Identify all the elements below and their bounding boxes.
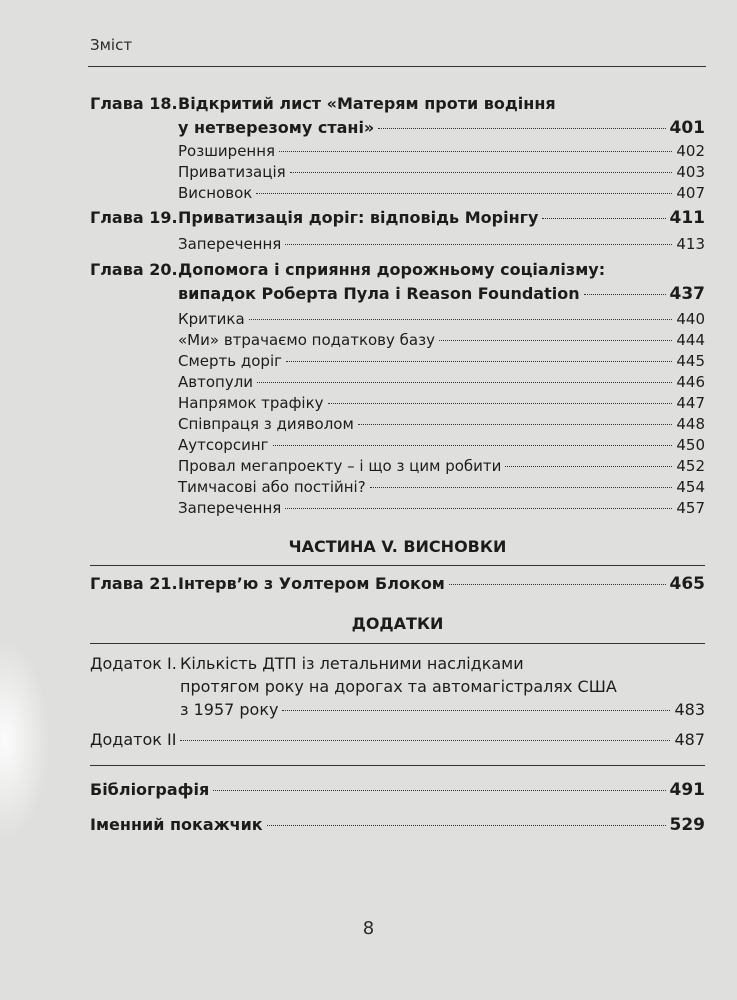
entry-page: 403 — [676, 163, 705, 181]
dot-leader — [328, 403, 673, 404]
entry-label: Критика — [178, 310, 245, 328]
bibliography-label: Бібліографія — [90, 780, 210, 799]
entry-page: 413 — [676, 235, 705, 253]
toc-entry — [178, 351, 705, 371]
appendix-2-page: 487 — [674, 730, 705, 749]
appendix-1-line3 — [90, 700, 705, 720]
index-entry — [90, 815, 705, 835]
entry-page: 447 — [676, 394, 705, 412]
chapter-21-page: 465 — [669, 574, 705, 594]
entry-label: Заперечення — [178, 499, 282, 517]
chapter-20-page: 437 — [669, 284, 705, 304]
dot-leader — [505, 466, 672, 467]
dot-leader — [180, 740, 670, 741]
chapter-21-title — [90, 574, 705, 594]
header-rule — [88, 66, 706, 67]
chapter-20-title-2: випадок Роберта Пула і Reason Foundation — [178, 284, 580, 303]
dot-leader — [542, 218, 665, 219]
toc-entry — [178, 162, 705, 182]
toc-entry — [178, 309, 705, 329]
toc-entry — [178, 372, 705, 392]
chapter-18-title-line1 — [90, 94, 705, 114]
dot-leader — [290, 172, 673, 173]
entry-label: Заперечення — [178, 235, 282, 253]
dot-leader — [358, 424, 673, 425]
chapter-18-title-2: у нетверезому стані» — [178, 118, 375, 137]
toc-entry — [178, 414, 705, 434]
dot-leader — [282, 710, 670, 711]
entry-label: Співпраця з дияволом — [178, 415, 354, 433]
entry-label: Тимчасові або постійні? — [178, 478, 366, 496]
appendix-1-title-2: протягом року на дорогах та автомагістралях США — [180, 677, 617, 696]
bibliography-page: 491 — [669, 780, 705, 800]
index-page: 529 — [669, 815, 705, 835]
chapter-18-label: Глава 18. — [90, 94, 178, 113]
entry-label: Напрямок трафіку — [178, 394, 324, 412]
chapter-20-label: Глава 20. — [90, 260, 178, 279]
dot-leader — [286, 361, 672, 362]
dot-leader — [279, 151, 672, 152]
toc-entry — [178, 435, 705, 455]
dot-leader — [378, 128, 665, 129]
appendix-1-label: Додаток I. — [90, 654, 177, 673]
dot-leader — [256, 193, 672, 194]
appendix-2-label: Додаток II — [90, 730, 177, 749]
chapter-19-page: 411 — [669, 208, 705, 228]
dot-leader — [285, 244, 672, 245]
dot-leader — [370, 487, 673, 488]
entry-label: Смерть доріг — [178, 352, 283, 370]
chapter-18-page: 401 — [669, 118, 705, 138]
appendices-title: ДОДАТКИ — [351, 614, 444, 633]
dot-leader — [273, 445, 673, 446]
entry-page: 445 — [676, 352, 705, 370]
page-smudge — [0, 640, 50, 840]
chapter-19-label: Глава 19. — [90, 208, 178, 227]
dot-leader — [257, 382, 672, 383]
chapter-21-label: Глава 21. — [90, 574, 178, 593]
page-number: 8 — [362, 918, 375, 939]
entry-page: 450 — [676, 436, 705, 454]
toc-entry — [178, 141, 705, 161]
entry-label: Висновок — [178, 184, 253, 202]
entry-label: Аутсорсинг — [178, 436, 269, 454]
appendix-1-line2 — [90, 677, 705, 697]
dot-leader — [267, 825, 666, 826]
entry-page: 446 — [676, 373, 705, 391]
appendix-1-page: 483 — [674, 700, 705, 719]
chapter-19-title-text: Приватизація доріг: відповідь Морінгу — [178, 208, 539, 227]
entry-label: Автопули — [178, 373, 254, 391]
entry-page: 444 — [676, 331, 705, 349]
bibliography-entry — [90, 780, 705, 800]
dot-leader — [285, 508, 672, 509]
entry-page: 448 — [676, 415, 705, 433]
running-head: Зміст — [90, 36, 133, 54]
part-5-title: ЧАСТИНА V. ВИСНОВКИ — [288, 537, 507, 556]
chapter-18-title-line2 — [90, 118, 705, 138]
toc-entry — [178, 477, 705, 497]
dot-leader — [249, 319, 673, 320]
section-rule — [90, 643, 705, 644]
chapter-20-title-line1 — [90, 260, 705, 280]
index-label: Іменний покажчик — [90, 815, 263, 834]
section-rule — [90, 765, 705, 766]
chapter-20-title-1: Допомога і сприяння дорожньому соціалізму: — [178, 260, 606, 279]
entry-page: 440 — [676, 310, 705, 328]
entry-page: 457 — [676, 499, 705, 517]
appendix-1-line1 — [90, 654, 705, 674]
chapter-20-title-line2 — [90, 284, 705, 304]
dot-leader — [439, 340, 672, 341]
entry-page: 452 — [676, 457, 705, 475]
entry-page: 407 — [676, 184, 705, 202]
chapter-19-title — [90, 208, 705, 228]
section-rule — [90, 565, 705, 566]
toc-entry — [178, 330, 705, 350]
dot-leader — [584, 294, 666, 295]
toc-entry — [178, 183, 705, 203]
appendix-2 — [90, 730, 705, 750]
entry-page: 402 — [676, 142, 705, 160]
toc-entry — [178, 234, 705, 254]
entry-label: Розширення — [178, 142, 276, 160]
toc-entry — [178, 393, 705, 413]
appendix-1-title-1: Кількість ДТП із летальними наслідками — [180, 654, 524, 673]
entry-label: Приватизація — [178, 163, 286, 181]
entry-label: «Ми» втрачаємо податкову базу — [178, 331, 435, 349]
entry-label: Провал мегапроекту – і що з цим робити — [178, 457, 502, 475]
toc-entry — [178, 456, 705, 476]
dot-leader — [449, 584, 666, 585]
chapter-21-title-text: Інтерв’ю з Уолтером Блоком — [178, 574, 445, 593]
toc-entry — [178, 498, 705, 518]
dot-leader — [213, 790, 665, 791]
appendix-1-title-3: з 1957 року — [180, 700, 279, 719]
entry-page: 454 — [676, 478, 705, 496]
chapter-18-title-1: Відкритий лист «Матерям проти водіння — [178, 94, 556, 113]
